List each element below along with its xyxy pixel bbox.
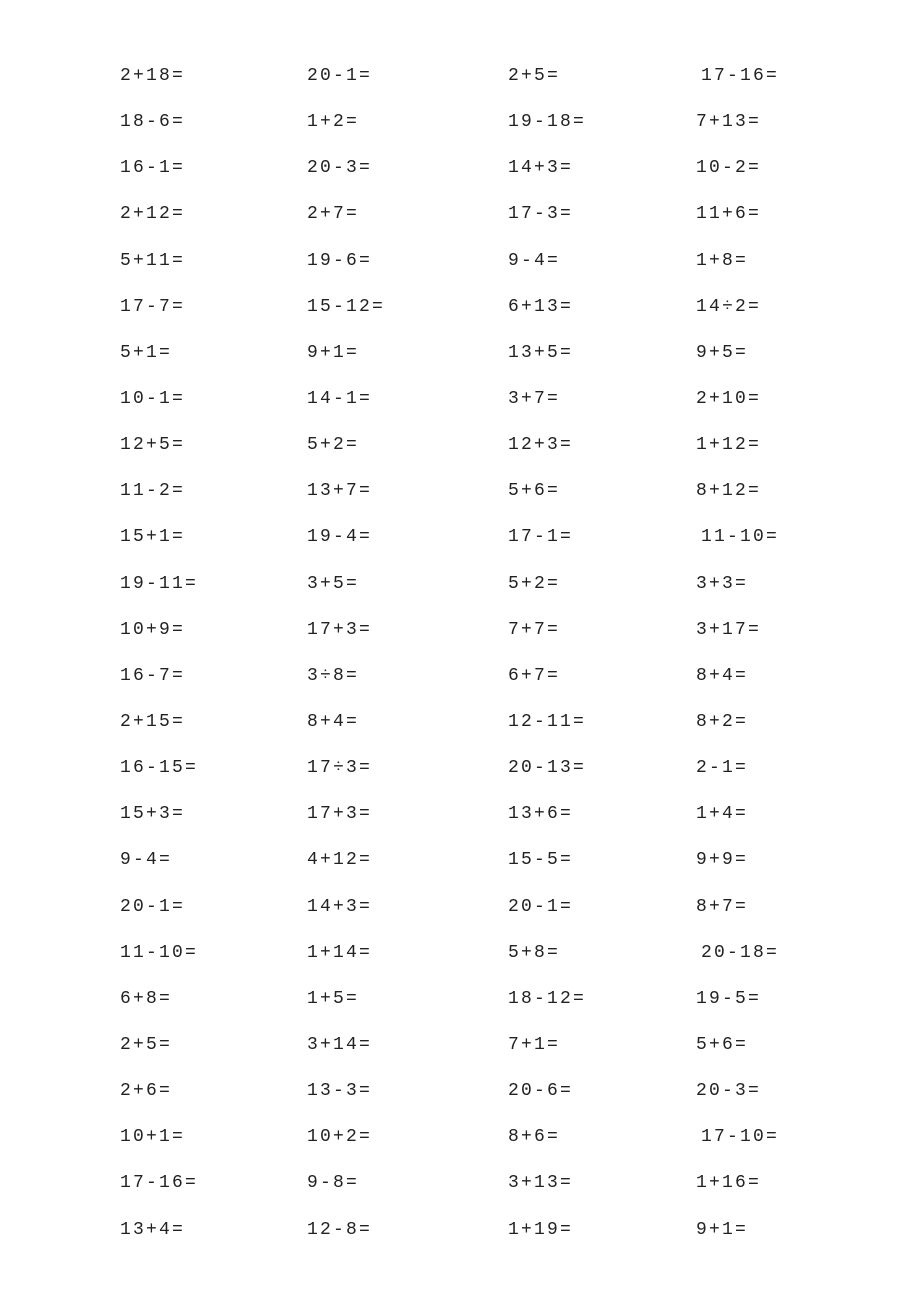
problem-item: 16-7= <box>120 665 186 686</box>
problem-item: 8+2= <box>696 711 749 732</box>
problem-item: 4+12= <box>307 850 373 871</box>
problem-item: 2+10= <box>696 388 762 409</box>
problem-grid <box>120 62 820 1262</box>
problem-item: 1+4= <box>696 804 749 825</box>
problem-item: 1+16= <box>696 1173 762 1194</box>
problem-item: 3÷8= <box>307 665 360 686</box>
problem-item: 15-12= <box>307 296 386 317</box>
problem-row <box>120 1077 820 1123</box>
problem-item: 15-5= <box>508 850 574 871</box>
problem-item: 18-6= <box>120 112 186 133</box>
problem-item: 17-16= <box>701 66 780 86</box>
problem-row <box>120 477 820 523</box>
problem-item: 1+19= <box>508 1219 574 1240</box>
problem-item: 19-6= <box>307 250 373 271</box>
problem-item: 20-3= <box>696 1081 762 1102</box>
problem-item: 14+3= <box>307 896 373 917</box>
problem-item: 17-3= <box>508 204 574 225</box>
problem-item: 10+1= <box>120 1127 186 1148</box>
problem-item: 8+12= <box>696 481 762 502</box>
problem-row <box>120 570 820 616</box>
problem-item: 17-10= <box>701 1127 780 1148</box>
problem-row <box>120 247 820 293</box>
problem-item: 5+11= <box>120 250 186 271</box>
problem-item: 17÷3= <box>307 758 373 779</box>
problem-row <box>120 1169 820 1215</box>
problem-item: 11+6= <box>696 204 762 225</box>
problem-item: 9+1= <box>696 1219 749 1240</box>
problem-item: 6+7= <box>508 665 561 686</box>
problem-item: 2+12= <box>120 204 186 225</box>
problem-item: 3+17= <box>696 619 762 640</box>
problem-item: 12+3= <box>508 435 574 456</box>
problem-row <box>120 939 820 985</box>
problem-row <box>120 1031 820 1077</box>
problem-item: 5+8= <box>508 942 561 963</box>
problem-item: 2+7= <box>307 204 360 225</box>
problem-item: 1+5= <box>307 988 360 1009</box>
problem-item: 17+3= <box>307 804 373 825</box>
problem-row <box>120 523 820 569</box>
problem-item: 15+3= <box>120 804 186 825</box>
problem-item: 5+2= <box>307 435 360 456</box>
problem-item: 7+13= <box>696 112 762 133</box>
problem-row <box>120 1216 820 1262</box>
problem-item: 8+4= <box>307 711 360 732</box>
problem-row <box>120 200 820 246</box>
problem-item: 2+5= <box>508 66 561 86</box>
problem-item: 7+1= <box>508 1034 561 1055</box>
problem-item: 20-6= <box>508 1081 574 1102</box>
problem-item: 8+7= <box>696 896 749 917</box>
problem-row <box>120 708 820 754</box>
problem-item: 9-8= <box>307 1173 360 1194</box>
problem-item: 5+6= <box>696 1034 749 1055</box>
problem-item: 3+3= <box>696 573 749 594</box>
problem-item: 11-2= <box>120 481 186 502</box>
problem-row <box>120 385 820 431</box>
problem-item: 9+5= <box>696 342 749 363</box>
problem-item: 12-11= <box>508 711 587 732</box>
problem-item: 9-4= <box>120 850 173 871</box>
problem-item: 5+1= <box>120 342 173 363</box>
problem-item: 7+7= <box>508 619 561 640</box>
problem-item: 2+15= <box>120 711 186 732</box>
problem-row <box>120 62 820 108</box>
problem-item: 11-10= <box>120 942 199 963</box>
problem-item: 9+9= <box>696 850 749 871</box>
problem-item: 1+2= <box>307 112 360 133</box>
problem-item: 1+14= <box>307 942 373 963</box>
problem-item: 20-1= <box>508 896 574 917</box>
problem-item: 14-1= <box>307 388 373 409</box>
problem-item: 13+4= <box>120 1219 186 1240</box>
problem-item: 1+8= <box>696 250 749 271</box>
problem-item: 9-4= <box>508 250 561 271</box>
problem-item: 8+4= <box>696 665 749 686</box>
problem-item: 11-10= <box>701 527 780 548</box>
problem-item: 10-2= <box>696 158 762 179</box>
problem-item: 10-1= <box>120 388 186 409</box>
problem-item: 2+5= <box>120 1034 173 1055</box>
problem-item: 20-3= <box>307 158 373 179</box>
problem-row <box>120 108 820 154</box>
problem-item: 12+5= <box>120 435 186 456</box>
problem-row <box>120 662 820 708</box>
problem-item: 1+12= <box>696 435 762 456</box>
problem-row <box>120 800 820 846</box>
problem-item: 14÷2= <box>696 296 762 317</box>
problem-item: 13+5= <box>508 342 574 363</box>
problem-item: 19-11= <box>120 573 199 594</box>
problem-item: 19-5= <box>696 988 762 1009</box>
problem-item: 15+1= <box>120 527 186 548</box>
problem-item: 2-1= <box>696 758 749 779</box>
problem-item: 5+6= <box>508 481 561 502</box>
problem-item: 19-4= <box>307 527 373 548</box>
problem-item: 19-18= <box>508 112 587 133</box>
problem-row <box>120 616 820 662</box>
problem-item: 20-1= <box>307 66 373 86</box>
problem-item: 18-12= <box>508 988 587 1009</box>
problem-item: 12-8= <box>307 1219 373 1240</box>
problem-item: 13+6= <box>508 804 574 825</box>
problem-row <box>120 1123 820 1169</box>
problem-item: 6+8= <box>120 988 173 1009</box>
problem-row <box>120 154 820 200</box>
problem-item: 2+6= <box>120 1081 173 1102</box>
problem-item: 20-18= <box>701 942 780 963</box>
problem-item: 9+1= <box>307 342 360 363</box>
problem-row <box>120 846 820 892</box>
problem-item: 17-1= <box>508 527 574 548</box>
problem-item: 17+3= <box>307 619 373 640</box>
problem-item: 16-1= <box>120 158 186 179</box>
problem-item: 14+3= <box>508 158 574 179</box>
problem-item: 8+6= <box>508 1127 561 1148</box>
problem-item: 10+2= <box>307 1127 373 1148</box>
problem-item: 2+18= <box>120 66 186 86</box>
problem-row <box>120 893 820 939</box>
problem-item: 6+13= <box>508 296 574 317</box>
problem-item: 3+7= <box>508 388 561 409</box>
problem-item: 10+9= <box>120 619 186 640</box>
problem-item: 13+7= <box>307 481 373 502</box>
problem-item: 20-13= <box>508 758 587 779</box>
problem-row <box>120 293 820 339</box>
problem-row <box>120 339 820 385</box>
problem-item: 17-7= <box>120 296 186 317</box>
problem-item: 13-3= <box>307 1081 373 1102</box>
problem-row <box>120 985 820 1031</box>
problem-row <box>120 431 820 477</box>
problem-item: 3+5= <box>307 573 360 594</box>
problem-row <box>120 754 820 800</box>
problem-item: 3+14= <box>307 1034 373 1055</box>
problem-item: 17-16= <box>120 1173 199 1194</box>
problem-item: 16-15= <box>120 758 199 779</box>
problem-item: 5+2= <box>508 573 561 594</box>
problem-item: 3+13= <box>508 1173 574 1194</box>
problem-item: 20-1= <box>120 896 186 917</box>
